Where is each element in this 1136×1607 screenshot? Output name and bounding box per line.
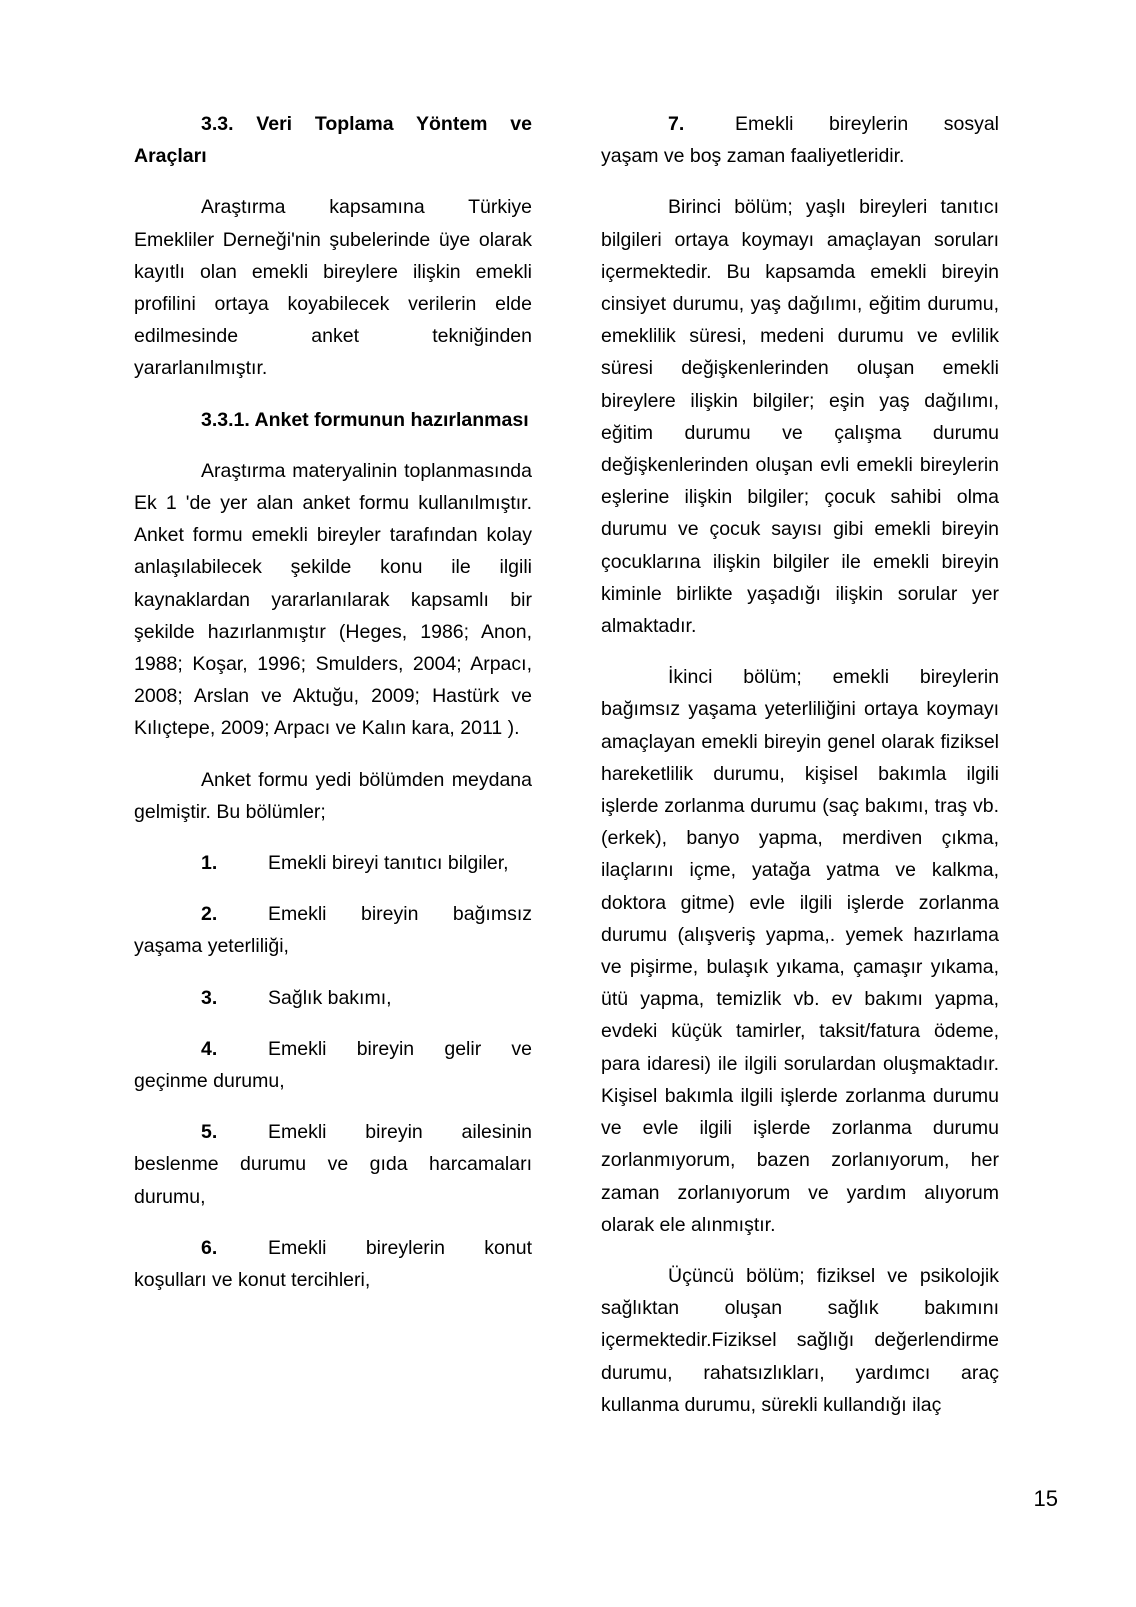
paragraph: Araştırma materyalinin toplanmasında Ek 1 'de yer alan anket formu kullanılmıştır. Anket formu emekli bireyler tarafından kolay anlaşılabilecek şekilde konu ile ilgili kaynaklardan yararlanılarak kapsamlı bir şekilde hazırlanmıştır (Heges, 1986; Anon, 1988; Koşar, 1996; Smulders, 2004; Arpacı, 2008; Arslan ve Aktuğu, 2009; Hastürk ve Kılıçtepe, 2009; Arpacı ve Kalın kara, 2011 ). — [134, 459, 532, 740]
list-text: Emekli bireyin ailesinin beslenme durumu ve gıda harcamaları durumu, — [134, 1121, 532, 1208]
paragraph: Üçüncü bölüm; fiziksel ve psikolojik sağlıktan oluşan sağlık bakımını içermektedir.Fiziksel sağlığı değerlendirme durumu, rahatsızlıkları, yardımcı araç kullanma durumu, sürekli kullandığı ilaç — [601, 1264, 999, 1416]
list-number: 2. — [201, 903, 218, 926]
list-item — [134, 847, 532, 879]
list-number: 1. — [201, 852, 218, 875]
list-item — [134, 1116, 532, 1213]
page-number: 15 — [1033, 1486, 1058, 1511]
list-item — [134, 982, 532, 1014]
list-item — [134, 1033, 532, 1097]
right-column — [601, 108, 999, 1440]
section-heading-3-3: 3.3. Veri Toplama Yöntem ve Araçları — [134, 113, 532, 168]
paragraph: Araştırma kapsamına Türkiye Emekliler Derneği'nin şubelerinde üye olarak kayıtlı olan emekli bireylere ilişkin emekli profilini ortaya koyabilecek verilerin elde edilmesinde anket tekniğinden yararlanılmıştır. — [134, 196, 532, 380]
list-text: Emekli bireyin gelir ve geçinme durumu, — [134, 1037, 532, 1093]
list-text: Sağlık bakımı, — [268, 986, 392, 1009]
list-item — [134, 1232, 532, 1296]
list-text: Emekli bireyin bağımsız yaşama yeterliliği, — [134, 903, 532, 958]
list-text: Emekli bireyi tanıtıcı bilgiler, — [268, 852, 509, 875]
list-number: 5. — [201, 1121, 218, 1144]
list-number: 7. — [668, 113, 685, 135]
paragraph: Anket formu yedi bölümden meydana gelmiştir. Bu bölümler; — [134, 768, 532, 823]
list-item — [601, 108, 999, 172]
list-number: 6. — [201, 1236, 218, 1259]
list-text: Emekli bireylerin sosyal yaşam ve boş zaman faaliyetleridir. — [601, 113, 999, 168]
list-number: 3. — [201, 986, 218, 1009]
section-heading-3-3-1: 3.3.1. Anket formunun hazırlanması — [201, 408, 529, 431]
list-text: Emekli bireylerin konut koşulları ve konut tercihleri, — [134, 1236, 532, 1292]
list-number: 4. — [201, 1037, 218, 1060]
paragraph: İkinci bölüm; emekli bireylerin bağımsız yaşama yeterliliğini ortaya koymayı amaçlayan emekli bireyin genel olarak fiziksel hareketlilik durumu, kişisel bakımla ilgili işlerde zorlanma durumu (saç bakımı, traş vb. (erkek), banyo yapma, merdiven çıkma, ilaçlarını içme, yatağa yatma ve kalkma, doktora gitme) evle ilgili işlerde zorlanma durumu (alışveriş yapma,. yemek hazırlama ve pişirme, bulaşık yıkama, çamaşır yıkama, ütü yapma, temizlik vb. ev bakımı yapma, evdeki küçük tamirler, taksit/fatura ödeme, para idaresi) ile ilgili sorulardan oluşmaktadır. Kişisel bakımla ilgili işlerde zorlanma durumu ve evle ilgili işlerde zorlanma durumu zorlanmıyorum, bazen zorlanıyorum, her zaman zorlanıyorum ve yardım alıyorum olarak ele alınmıştır. — [601, 666, 999, 1236]
left-column — [134, 108, 532, 1315]
paragraph: Birinci bölüm; yaşlı bireyleri tanıtıcı bilgileri ortaya koymayı amaçlayan soruları içermektedir. Bu kapsamda emekli bireyin cinsiyet durumu, yaş dağılımı, eğitim durumu, emeklilik süresi, medeni durumu ve evlilik süresi değişkenlerinden oluşan emekli bireylere ilişkin bilgiler; eşin yaş dağılımı, eğitim durumu ve çalışma durumu değişkenlerinden oluşan evli emekli bireylerin eşlerine ilişkin bilgiler; çocuk sahibi olma durumu ve çocuk sayısı gibi emekli bireyin çocuklarına ilişkin bilgiler ile emekli bireyin kiminle birlikte yaşadığı ilişkin sorular yer almaktadır. — [601, 196, 999, 638]
list-item — [134, 898, 532, 962]
